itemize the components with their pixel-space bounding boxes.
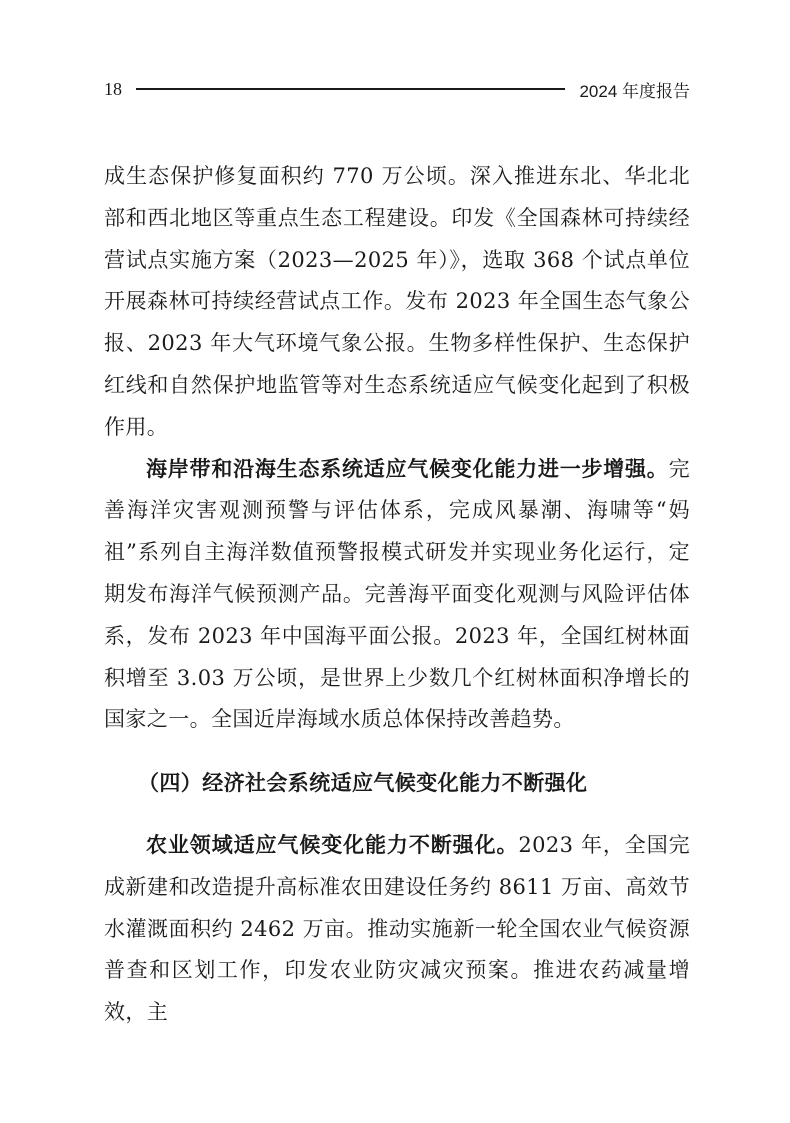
- paragraph-coastal: [104, 449, 690, 742]
- section-heading: （四）经济社会系统适应气候变化能力不断强化: [138, 771, 588, 796]
- document-body: [104, 156, 690, 1034]
- paragraph-agriculture: [104, 825, 690, 1034]
- report-title: 2024 年度报告: [579, 81, 690, 101]
- paragraph-text: 完善海洋灾害观测预警与评估体系，完成风暴潮、海啸等“妈祖”系列自主海洋数值预警报模式研发并实现业务化运行，定期发布海洋气候预测产品。完善海平面变化观测与风险评估体系，发布 2023 年中国海平面公报。2023 年，全国红树林面积增至 3.03 万公顷，是世界上少数几个红树林面积净增长的国家之一。全国近岸海域水质总体保持改善趋势。: [104, 456, 690, 732]
- paragraph-lead: 农业领域适应气候变化能力不断强化。: [146, 832, 519, 857]
- page-header: [104, 74, 690, 104]
- header-rule: [136, 88, 565, 90]
- paragraph-ecosystem: 成生态保护修复面积约 770 万公顷。深入推进东北、华北北部和西北地区等重点生态工程建设。印发《全国森林可持续经营试点实施方案（2023—2025 年）》，选取 368 个试点单位开展森林可持续经营试点工作。发布 2023 年全国生态气象公报、2023 年大气环境气象公报。生物多样性保护、生态保护红线和自然保护地监管等对生态系统适应气候变化起到了积极作用。: [104, 164, 690, 439]
- paragraph-text: 2023 年，全国完成新建和改造提升高标准农田建设任务约 8611 万亩、高效节水灌溉面积约 2462 万亩。推动实施新一轮全国农业气候资源普查和区划工作，印发农业防灾减灾预案。推进农药减量增效，主: [104, 832, 690, 1025]
- page-number: 18: [104, 78, 122, 99]
- paragraph-lead: 海岸带和沿海生态系统适应气候变化能力进一步增强。: [146, 456, 669, 481]
